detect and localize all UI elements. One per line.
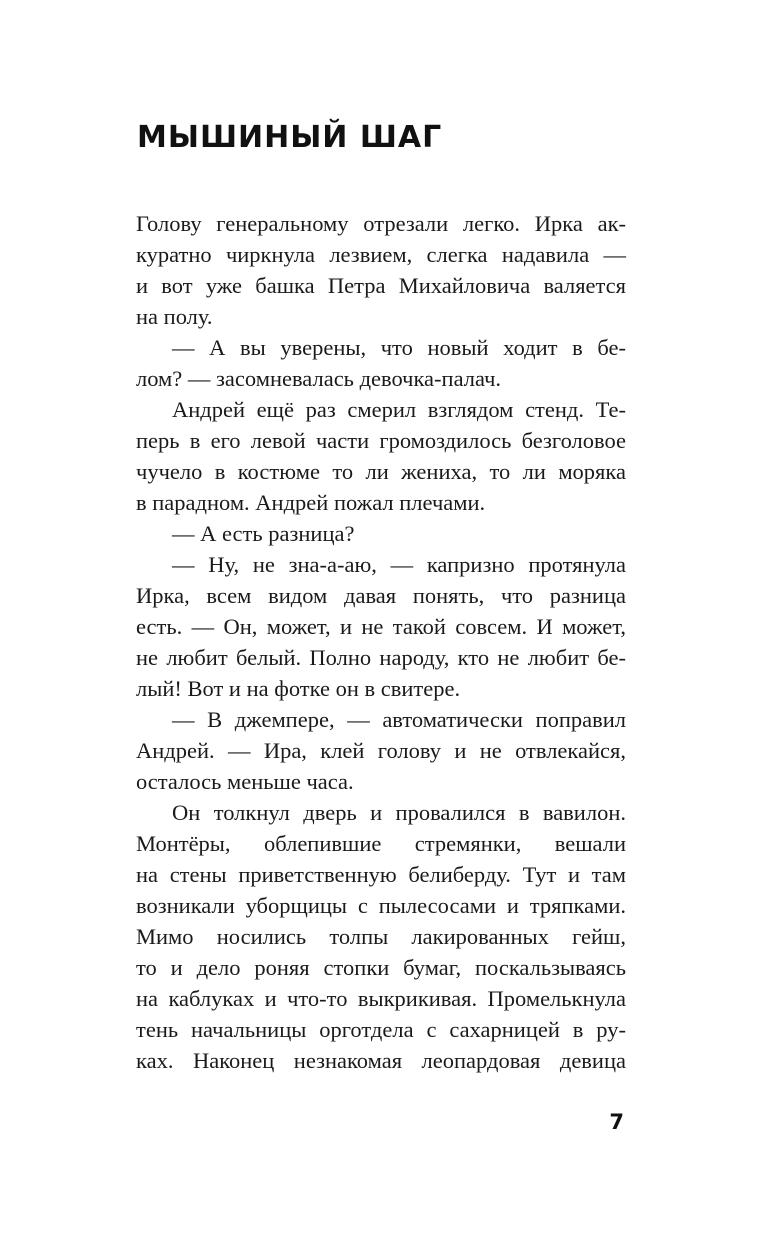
text-line: — Ну, не зна-а-аю, — капризно протянула	[172, 552, 626, 577]
text-line: — В джемпере, — автоматически поправил	[172, 707, 626, 732]
text-line: тень начальницы орготдела с сахарницей в ру-	[136, 1017, 626, 1042]
text-line: осталось меньше часа.	[136, 769, 354, 794]
text-line: возникали уборщицы с пылесосами и тряпками.	[136, 893, 626, 918]
text-line: не любит белый. Полно народу, кто не любит бе-	[136, 645, 626, 670]
text-line: Андрей. — Ира, клей голову и не отвлекайся,	[136, 738, 626, 763]
text-line: куратно чиркнула лезвием, слегка надавила —	[136, 242, 626, 267]
text-line: перь в его левой части громоздилось безголовое	[136, 428, 626, 453]
text-line: Андрей ещё раз смерил взглядом стенд. Те-	[172, 397, 626, 422]
text-line: чучело в костюме то ли жениха, то ли моряка	[136, 459, 626, 484]
text-line: и вот уже башка Петра Михайловича валяется	[136, 273, 626, 298]
text-line: Монтёры, облепившие стремянки, вешали	[136, 831, 626, 856]
text-line: — А вы уверены, что новый ходит в бе-	[172, 335, 626, 360]
text-line: на каблуках и что-то выкрикивая. Промелькнула	[136, 986, 626, 1011]
text-line: на стены приветственную белиберду. Тут и там	[136, 862, 626, 887]
chapter-title: МЫШИНЫЙ ШАГ	[137, 120, 443, 155]
text-line: Он толкнул дверь и провалился в вавилон.	[172, 800, 626, 825]
text-line: лый! Вот и на фотке он в свитере.	[136, 676, 461, 701]
page-number: 7	[609, 1110, 624, 1134]
text-line: в парадном. Андрей пожал плечами.	[136, 490, 486, 515]
text-line: то и дело роняя стопки бумаг, поскальзываясь	[136, 955, 626, 980]
text-line: на полу.	[136, 304, 213, 329]
text-line: Мимо носились толпы лакированных гейш,	[136, 924, 626, 949]
text-line: Голову генеральному отрезали легко. Ирка ак-	[136, 211, 626, 236]
text-line: — А есть разница?	[172, 521, 355, 546]
text-line: ках. Наконец незнакомая леопардовая девица	[136, 1048, 626, 1073]
text-line: Ирка, всем видом давая понять, что разница	[136, 583, 626, 608]
text-line: лом? — засомневалась девочка-палач.	[136, 366, 502, 391]
text-line: есть. — Он, может, и не такой совсем. И может,	[136, 614, 626, 639]
